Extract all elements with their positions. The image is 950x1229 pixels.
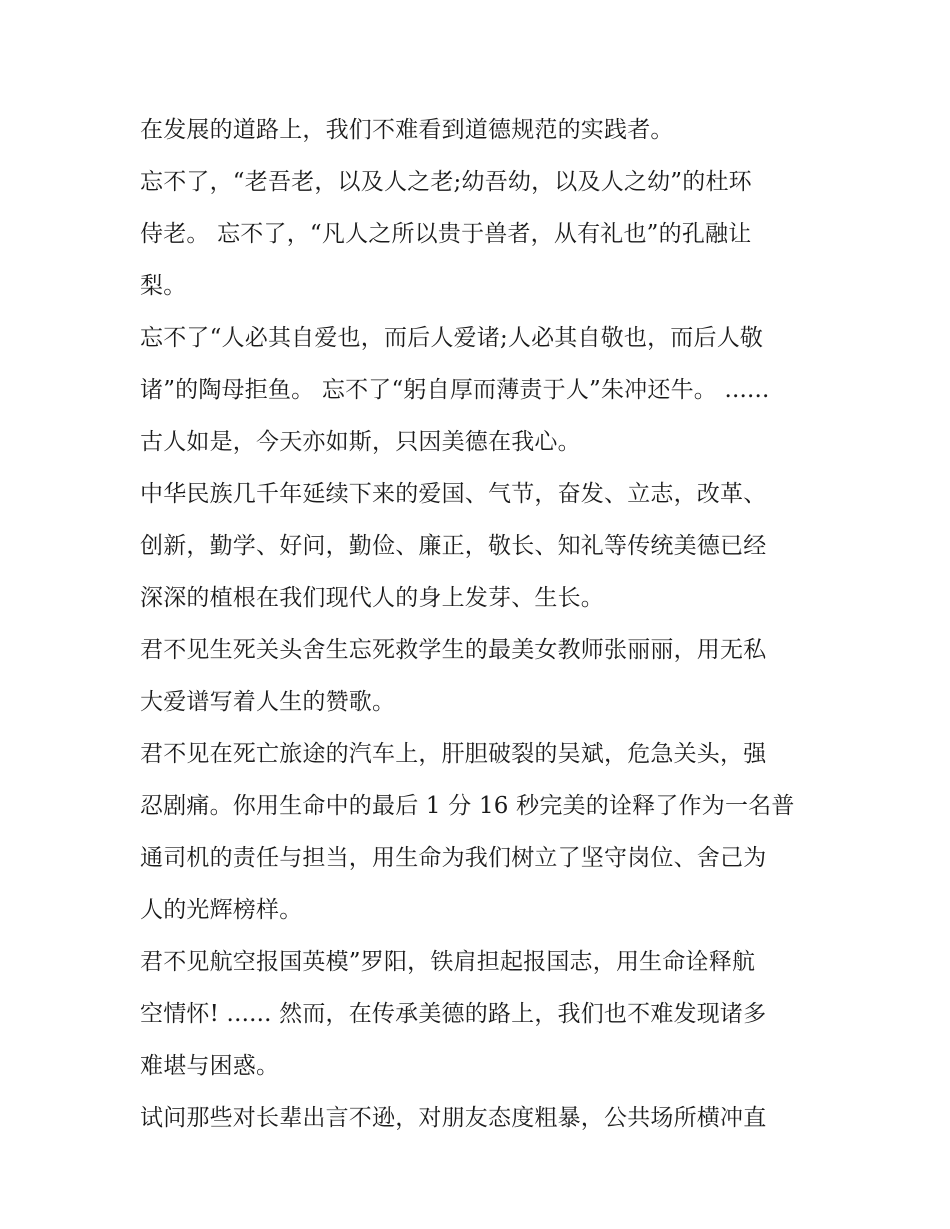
text-line: 侍老。 忘不了，“凡人之所以贵于兽者，从有礼也”的孔融让 (140, 221, 752, 247)
text-line: 古人如是，今天亦如斯，只因美德在我心。 (140, 429, 581, 455)
text-line: 难堪与困惑。 (140, 1053, 280, 1079)
document-body (140, 104, 820, 1144)
text-line: 诸”的陶母拒鱼。 忘不了“躬自厚而薄责于人”朱冲还牛。 ...... (140, 377, 770, 403)
text-line: 忍剧痛。你用生命中的最后 1 分 16 秒完美的诠释了作为一名普 (140, 793, 795, 819)
text-line: 在发展的道路上，我们不难看到道德规范的实践者。 (140, 117, 674, 143)
text-line: 试问那些对长辈出言不逊，对朋友态度粗暴，公共场所横冲直 (140, 1105, 767, 1131)
text-line: 君不见生死关头舍生忘死救学生的最美女教师张丽丽，用无私 (140, 637, 767, 663)
text-line: 人的光辉榜样。 (140, 897, 303, 923)
text-line: 忘不了“人必其自爱也，而后人爱诸;人必其自敬也，而后人敬 (140, 325, 764, 351)
text-line: 梨。 (140, 273, 187, 299)
text-line: 大爱谱写着人生的赞歌。 (140, 689, 396, 715)
text-line: 君不见在死亡旅途的汽车上，肝胆破裂的吴斌，危急关头，强 (140, 741, 767, 767)
text-line: 忘不了，“老吾老，以及人之老;幼吾幼，以及人之幼”的杜环 (140, 169, 752, 195)
text-line: 中华民族几千年延续下来的爱国、气节，奋发、立志，改革、 (140, 481, 767, 507)
text-line: 创新，勤学、好问，勤俭、廉正，敬长、知礼等传统美德已经 (140, 533, 767, 559)
text-line: 通司机的责任与担当，用生命为我们树立了坚守岗位、舍己为 (140, 845, 767, 871)
text-line: 君不见航空报国英模”罗阳，铁肩担起报国志，用生命诠释航 (140, 949, 756, 975)
text-line: 深深的植根在我们现代人的身上发芽、生长。 (140, 585, 604, 611)
text-line: 空情怀! ...... 然而，在传承美德的路上，我们也不难发现诸多 (140, 1001, 767, 1027)
